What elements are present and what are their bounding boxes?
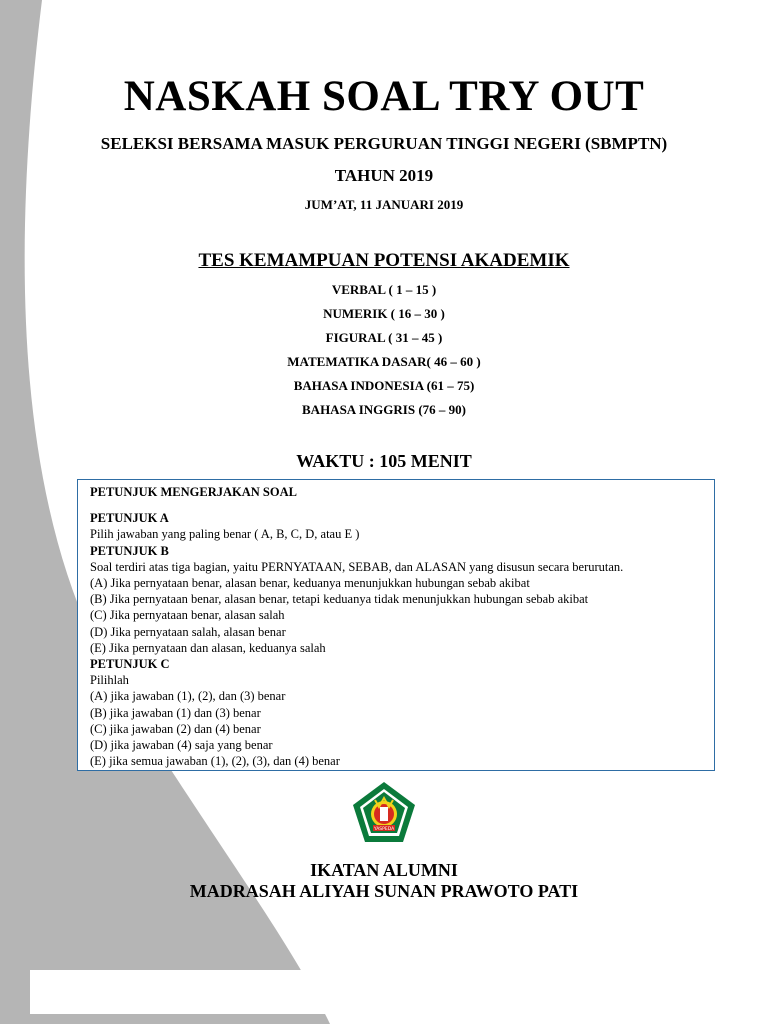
- date-line: JUM’AT, 11 JANUARI 2019: [304, 197, 464, 212]
- instruction-line: (A) jika jawaban (1), (2), dan (3) benar: [90, 689, 286, 704]
- instruction-c-title: PETUNJUK C: [90, 657, 170, 672]
- section-item: VERBAL ( 1 – 15 ): [331, 282, 437, 297]
- section-item: BAHASA INDONESIA (61 – 75): [293, 378, 475, 393]
- section-list: [0, 282, 768, 426]
- kemenag-emblem-icon: [351, 780, 417, 844]
- instruction-line: Pilihlah: [90, 673, 129, 688]
- instruction-line: (D) Jika pernyataan salah, alasan benar: [90, 624, 286, 639]
- section-item: MATEMATIKA DASAR( 46 – 60 ): [287, 354, 481, 369]
- instruction-line: (D) jika jawaban (4) saja yang benar: [90, 738, 273, 753]
- footer-line-2: MADRASAH ALIYAH SUNAN PRAWOTO PATI: [189, 881, 579, 901]
- instruction-line: Soal terdiri atas tiga bagian, yaitu PERNYATAAN, SEBAB, dan ALASAN yang disusun secara berurutan.: [90, 559, 624, 574]
- instruction-line: (B) jika jawaban (1) dan (3) benar: [90, 705, 261, 720]
- instructions-box: [77, 479, 715, 771]
- instruction-line: (E) jika semua jawaban (1), (2), (3), dan (4) benar: [90, 754, 340, 769]
- instruction-line: (E) Jika pernyataan dan alasan, keduanya salah: [90, 640, 326, 655]
- footer-line-1: IKATAN ALUMNI: [310, 860, 458, 880]
- instruction-b-title: PETUNJUK B: [90, 543, 169, 558]
- instruction-a-title: PETUNJUK A: [90, 511, 169, 526]
- svg-text:YASPEDA: YASPEDA: [373, 827, 395, 832]
- instruction-line: (A) Jika pernyataan benar, alasan benar, keduanya menunjukkan hubungan sebab akibat: [90, 576, 530, 591]
- instruction-line: (B) Jika pernyataan benar, alasan benar, tetapi keduanya tidak menunjukkan hubungan sebab akibat: [90, 592, 589, 607]
- section-item: BAHASA INGGRIS (76 – 90): [302, 402, 466, 417]
- year-line: TAHUN 2019: [334, 166, 434, 185]
- section-item: NUMERIK ( 16 – 30 ): [323, 306, 445, 321]
- time-label: WAKTU : 105 MENIT: [296, 451, 472, 471]
- instruction-line: Pilih jawaban yang paling benar ( A, B, C, D, atau E ): [90, 527, 360, 542]
- section-item: FIGURAL ( 31 – 45 ): [325, 330, 443, 345]
- instructions-heading: PETUNJUK MENGERJAKAN SOAL: [90, 485, 297, 499]
- page-subtitle: SELEKSI BERSAMA MASUK PERGURUAN TINGGI NEGERI (SBMPTN): [100, 134, 668, 153]
- page-title: NASKAH SOAL TRY OUT: [123, 73, 645, 120]
- instruction-line: (C) jika jawaban (2) dan (4) benar: [90, 721, 261, 736]
- test-title: TES KEMAMPUAN POTENSI AKADEMIK: [198, 250, 570, 271]
- instruction-line: (C) Jika pernyataan benar, alasan salah: [90, 608, 285, 623]
